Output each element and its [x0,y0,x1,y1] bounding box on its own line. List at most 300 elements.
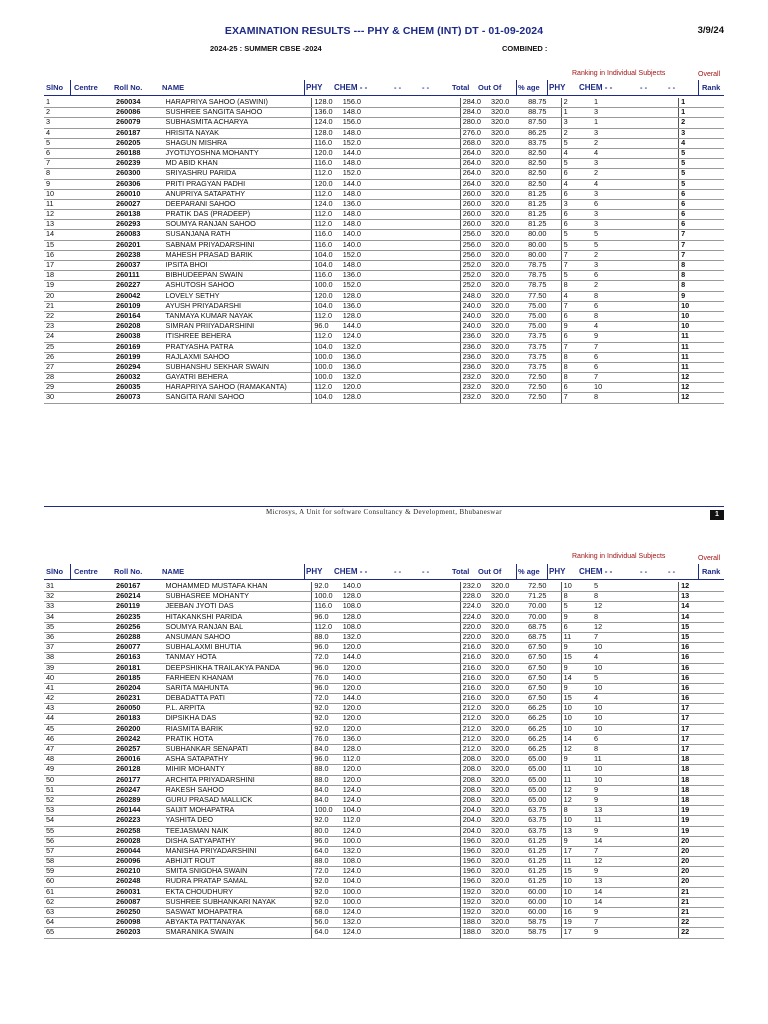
chem-marks: 156.0 [341,118,403,128]
phy-marks: 100.0 [312,352,341,362]
sl-no: 39 [44,663,71,673]
extra-rank-1 [621,393,650,403]
chem-rank: 2 [592,169,621,179]
table-row [44,602,724,612]
extra-1 [403,694,432,704]
out-of: 320.0 [489,383,526,393]
percentage: 68.75 [526,632,561,642]
column-divider [698,80,699,95]
table-row [44,220,724,230]
total-marks: 204.0 [460,826,489,836]
centre [71,261,114,271]
extra-1 [403,755,432,765]
centre [71,836,114,846]
centre [71,189,114,199]
total-marks: 188.0 [460,928,489,938]
centre [71,928,114,938]
student-name: BIBHUDEEPAN SWAIN [164,271,312,281]
overall-rank: 10 [679,301,724,311]
chem-rank: 11 [592,755,621,765]
roll-no: 260250 [114,908,163,918]
phy-rank: 9 [561,683,592,693]
phy-rank: 10 [561,582,592,592]
roll-no: 260034 [114,98,163,108]
student-name: DISHA SATYAPATHY [164,836,312,846]
sl-no: 8 [44,169,71,179]
out-of: 320.0 [489,826,526,836]
chem-marks: 120.0 [341,704,403,714]
extra-2 [431,755,460,765]
extra-rank-1 [621,806,650,816]
chem-rank: 3 [592,108,621,118]
extra-2 [431,846,460,856]
centre [71,271,114,281]
sl-no: 45 [44,724,71,734]
table-row [44,592,724,602]
extra-2 [431,108,460,118]
extra-1 [403,322,432,332]
student-name: SUSANJANA RATH [164,230,312,240]
phy-marks: 100.0 [312,362,341,372]
table-row [44,169,724,179]
chem-rank: 6 [592,271,621,281]
total-marks: 232.0 [460,383,489,393]
roll-no: 260010 [114,189,163,199]
sl-no: 13 [44,220,71,230]
overall-rank: 12 [679,373,724,383]
extra-1 [403,352,432,362]
out-of: 320.0 [489,220,526,230]
student-name: SUBHANSHU SEKHAR SWAIN [164,362,312,372]
extra-rank-2 [650,918,679,928]
roll-no: 260300 [114,169,163,179]
chem-rank: 5 [592,673,621,683]
total-marks: 252.0 [460,271,489,281]
total-marks: 216.0 [460,694,489,704]
chem-rank: 8 [592,745,621,755]
chem-marks: 128.0 [341,311,403,321]
chem-marks: 148.0 [341,159,403,169]
student-name: MD ABID KHAN [164,159,312,169]
student-name: SUSHREE SUBHANKARI NAYAK [164,897,312,907]
overall-rank-heading: Overall [698,71,721,78]
extra-rank-1 [621,673,650,683]
extra-rank-1 [621,592,650,602]
extra-2 [431,918,460,928]
phy-rank: 3 [561,118,592,128]
centre [71,250,114,260]
phy-rank: 10 [561,816,592,826]
chem-marks: 128.0 [341,291,403,301]
phy-rank: 5 [561,271,592,281]
table-row [44,240,724,250]
extra-rank-2 [650,765,679,775]
chem-marks: 132.0 [341,846,403,856]
phy-marks: 120.0 [312,291,341,301]
chem-rank: 8 [592,592,621,602]
percentage: 77.50 [526,291,561,301]
out-of: 320.0 [489,189,526,199]
total-marks: 216.0 [460,673,489,683]
centre [71,602,114,612]
student-name: ANUPRIYA SATAPATHY [164,189,312,199]
extra-2 [431,887,460,897]
phy-marks: 100.0 [312,281,341,291]
table-row [44,261,724,271]
total-marks: 284.0 [460,98,489,108]
sl-no: 28 [44,373,71,383]
extra-rank-1 [621,383,650,393]
extra-2 [431,622,460,632]
overall-rank: 8 [679,281,724,291]
extra-rank-2 [650,393,679,403]
sl-no: 33 [44,602,71,612]
out-of: 320.0 [489,836,526,846]
phy-rank: 9 [561,612,592,622]
overall-rank: 16 [679,683,724,693]
chem-rank: 10 [592,643,621,653]
extra-1 [403,169,432,179]
overall-rank: 1 [679,98,724,108]
extra-2 [431,261,460,271]
overall-rank: 12 [679,582,724,592]
out-of: 320.0 [489,271,526,281]
chem-rank: 2 [592,138,621,148]
chem-rank: 6 [592,352,621,362]
overall-rank: 22 [679,918,724,928]
chem-marks: 108.0 [341,622,403,632]
overall-rank: 6 [679,189,724,199]
roll-no: 260183 [114,714,163,724]
total-marks: 220.0 [460,632,489,642]
col-name-header: NAME [162,567,185,576]
centre [71,663,114,673]
col-slno-header: SlNo [46,567,64,576]
extra-1 [403,311,432,321]
extra-2 [431,785,460,795]
extra-rank-2 [650,352,679,362]
phy-rank: 9 [561,755,592,765]
student-name: RIASMITA BARIK [164,724,312,734]
phy-marks: 96.0 [312,643,341,653]
chem-rank: 5 [592,240,621,250]
student-name: MANISHA PRIYADARSHINI [164,846,312,856]
overall-rank: 20 [679,836,724,846]
col-rank-header: Rank [702,567,721,576]
table-row [44,755,724,765]
chem-marks: 136.0 [341,301,403,311]
extra-rank-2 [650,694,679,704]
total-marks: 264.0 [460,159,489,169]
sl-no: 3 [44,118,71,128]
percentage: 75.00 [526,311,561,321]
phy-marks: 68.0 [312,908,341,918]
centre [71,755,114,765]
phy-rank: 10 [561,897,592,907]
total-marks: 260.0 [460,210,489,220]
chem-rank: 6 [592,199,621,209]
phy-marks: 116.0 [312,230,341,240]
overall-rank: 11 [679,332,724,342]
percentage: 70.00 [526,602,561,612]
table-row [44,846,724,856]
extra-rank-1 [621,867,650,877]
col-d1-header: - - [394,567,402,576]
chem-marks: 120.0 [341,724,403,734]
extra-1 [403,148,432,158]
extra-rank-2 [650,311,679,321]
centre [71,281,114,291]
extra-2 [431,159,460,169]
phy-rank: 14 [561,734,592,744]
percentage: 67.50 [526,683,561,693]
extra-2 [431,795,460,805]
overall-rank: 15 [679,622,724,632]
overall-rank: 17 [679,734,724,744]
column-divider [698,564,699,579]
extra-rank-2 [650,128,679,138]
out-of: 320.0 [489,846,526,856]
roll-no: 260163 [114,653,163,663]
extra-rank-2 [650,169,679,179]
phy-rank: 5 [561,138,592,148]
out-of: 320.0 [489,673,526,683]
overall-rank: 21 [679,887,724,897]
phy-rank: 6 [561,332,592,342]
chem-marks: 100.0 [341,836,403,846]
sl-no: 42 [44,694,71,704]
student-name: P.L. ARPITA [164,704,312,714]
out-of: 320.0 [489,199,526,209]
phy-rank: 7 [561,250,592,260]
extra-2 [431,148,460,158]
extra-rank-1 [621,189,650,199]
chem-marks: 108.0 [341,857,403,867]
sl-no: 52 [44,795,71,805]
total-marks: 208.0 [460,795,489,805]
percentage: 78.75 [526,271,561,281]
extra-1 [403,128,432,138]
total-marks: 256.0 [460,230,489,240]
extra-rank-1 [621,775,650,785]
roll-no: 260247 [114,785,163,795]
roll-no: 260109 [114,301,163,311]
table-row [44,373,724,383]
phy-rank: 15 [561,653,592,663]
out-of: 320.0 [489,311,526,321]
table-row [44,826,724,836]
extra-rank-1 [621,704,650,714]
extra-rank-1 [621,291,650,301]
overall-rank: 18 [679,795,724,805]
extra-rank-2 [650,806,679,816]
sl-no: 16 [44,250,71,260]
sl-no: 54 [44,816,71,826]
extra-1 [403,663,432,673]
extra-rank-2 [650,342,679,352]
column-divider [547,564,548,579]
extra-2 [431,210,460,220]
overall-rank: 16 [679,694,724,704]
chem-rank: 14 [592,836,621,846]
percentage: 66.25 [526,704,561,714]
extra-2 [431,928,460,938]
percentage: 66.25 [526,714,561,724]
extra-1 [403,928,432,938]
out-of: 320.0 [489,108,526,118]
extra-1 [403,632,432,642]
student-name: SUBHANKAR SENAPATI [164,745,312,755]
sl-no: 18 [44,271,71,281]
centre [71,918,114,928]
roll-no: 260239 [114,159,163,169]
extra-rank-1 [621,261,650,271]
chem-rank: 3 [592,189,621,199]
chem-rank: 12 [592,622,621,632]
chem-rank: 8 [592,311,621,321]
table-row [44,189,724,199]
roll-no: 260258 [114,826,163,836]
total-marks: 212.0 [460,734,489,744]
roll-no: 260083 [114,230,163,240]
extra-rank-1 [621,908,650,918]
extra-1 [403,210,432,220]
chem-rank: 10 [592,765,621,775]
col-phy-header: PHY [306,83,323,92]
chem-marks: 120.0 [341,775,403,785]
out-of: 320.0 [489,714,526,724]
sl-no: 26 [44,352,71,362]
extra-rank-1 [621,281,650,291]
student-name: ABYAKTA PATTANAYAK [164,918,312,928]
chem-rank: 1 [592,98,621,108]
phy-rank: 8 [561,281,592,291]
phy-rank: 14 [561,673,592,683]
sl-no: 58 [44,857,71,867]
table-row [44,857,724,867]
sl-no: 56 [44,836,71,846]
out-of: 320.0 [489,867,526,877]
table-row [44,332,724,342]
centre [71,342,114,352]
extra-2 [431,291,460,301]
roll-no: 260248 [114,877,163,887]
chem-rank: 10 [592,663,621,673]
student-name: PRITI PRAGYAN PADHI [164,179,312,189]
percentage: 88.75 [526,108,561,118]
extra-2 [431,250,460,260]
extra-rank-2 [650,602,679,612]
student-name: IPSITA BHOI [164,261,312,271]
phy-marks: 116.0 [312,602,341,612]
extra-2 [431,775,460,785]
extra-2 [431,169,460,179]
table-row [44,250,724,260]
centre [71,148,114,158]
centre [71,643,114,653]
total-marks: 260.0 [460,199,489,209]
extra-1 [403,159,432,169]
table-row [44,745,724,755]
extra-rank-1 [621,169,650,179]
extra-rank-1 [621,887,650,897]
extra-1 [403,373,432,383]
total-marks: 196.0 [460,846,489,856]
table-row [44,199,724,209]
phy-rank: 15 [561,694,592,704]
total-marks: 264.0 [460,148,489,158]
extra-2 [431,632,460,642]
extra-rank-1 [621,230,650,240]
sl-no: 27 [44,362,71,372]
extra-2 [431,857,460,867]
chem-marks: 148.0 [341,189,403,199]
extra-2 [431,189,460,199]
extra-1 [403,622,432,632]
extra-1 [403,332,432,342]
chem-marks: 144.0 [341,694,403,704]
chem-rank: 4 [592,322,621,332]
chem-rank: 4 [592,148,621,158]
centre [71,128,114,138]
chem-rank: 10 [592,383,621,393]
sl-no: 47 [44,745,71,755]
table-row [44,775,724,785]
extra-2 [431,118,460,128]
out-of: 320.0 [489,169,526,179]
percentage: 72.50 [526,582,561,592]
table-row [44,108,724,118]
overall-rank: 16 [679,653,724,663]
extra-2 [431,724,460,734]
sl-no: 35 [44,622,71,632]
extra-rank-1 [621,897,650,907]
chem-rank: 6 [592,301,621,311]
chem-rank: 7 [592,342,621,352]
out-of: 320.0 [489,250,526,260]
table-row [44,148,724,158]
phy-marks: 96.0 [312,683,341,693]
extra-1 [403,342,432,352]
table-row [44,383,724,393]
percentage: 72.50 [526,393,561,403]
chem-marks: 112.0 [341,755,403,765]
roll-no: 260256 [114,622,163,632]
extra-rank-1 [621,362,650,372]
out-of: 320.0 [489,128,526,138]
extra-2 [431,342,460,352]
total-marks: 220.0 [460,622,489,632]
overall-rank: 21 [679,908,724,918]
phy-rank: 9 [561,836,592,846]
sl-no: 12 [44,210,71,220]
overall-rank: 11 [679,352,724,362]
phy-marks: 112.0 [312,311,341,321]
student-name: ITISHREE BEHERA [164,332,312,342]
chem-marks: 144.0 [341,322,403,332]
phy-marks: 92.0 [312,887,341,897]
percentage: 61.25 [526,846,561,856]
extra-rank-2 [650,159,679,169]
percentage: 83.75 [526,138,561,148]
total-marks: 260.0 [460,220,489,230]
extra-2 [431,240,460,250]
percentage: 65.00 [526,755,561,765]
phy-rank: 12 [561,795,592,805]
out-of: 320.0 [489,362,526,372]
chem-rank: 9 [592,908,621,918]
percentage: 81.25 [526,199,561,209]
